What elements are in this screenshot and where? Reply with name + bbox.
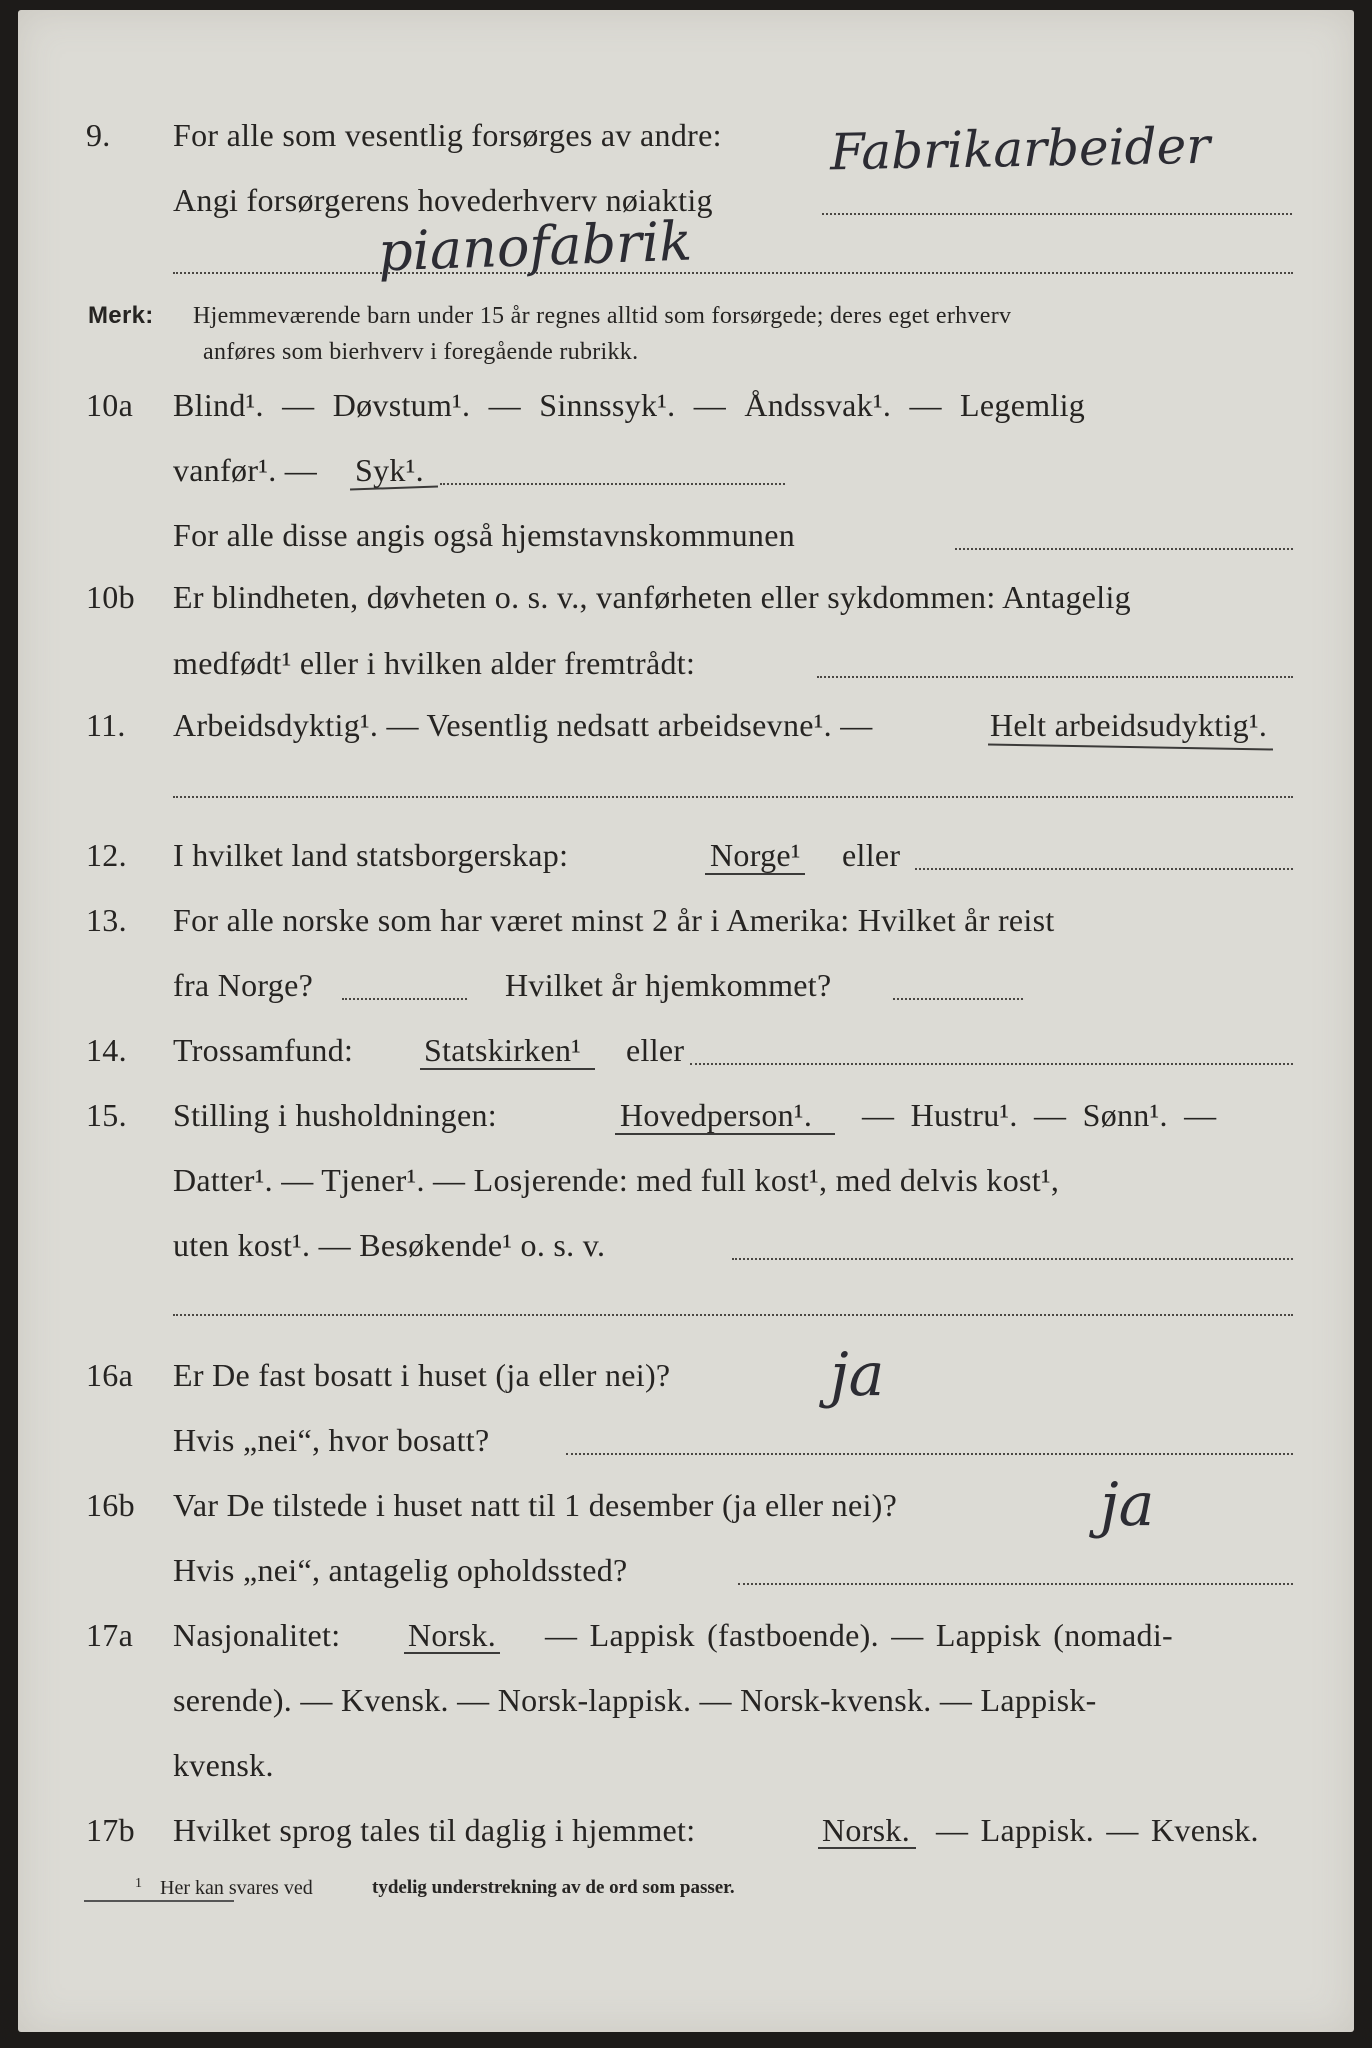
q10b-text: Er blindheten, døvheten o. s. v., vanførheten eller sykdommen: Antagelig <box>173 579 1131 615</box>
q13-year-left-line <box>342 998 467 1000</box>
q13-text: For alle norske som har været minst 2 år i Amerika: Hvilket år reist <box>173 902 1055 938</box>
q17a-text-2: serende). — Kvensk. — Norsk-lappisk. — Norsk-kvensk. — Lappisk- <box>173 1682 1097 1718</box>
q9-text-2: Angi forsørgerens hovederhverv nøiaktig <box>173 182 713 218</box>
q15-text-2: Datter¹. — Tjener¹. — Losjerende: med full kost¹, med delvis kost¹, <box>173 1162 1060 1198</box>
q13-text-2a: fra Norge? <box>173 967 314 1003</box>
q16b-text: Var De tilstede i huset natt til 1 desember (ja eller nei)? <box>173 1487 898 1523</box>
q16a-line2 <box>0 1415 1372 1465</box>
q10a-text: Blind¹. — Døvstum¹. — Sinnssyk¹. — Åndssvak¹. — Legemlig <box>173 387 1086 423</box>
q17b-underline <box>818 1847 916 1849</box>
q12-underline <box>705 873 805 875</box>
q15-text-1c: — Hustru¹. — Sønn¹. — <box>862 1097 1217 1133</box>
q15-underline <box>615 1133 835 1135</box>
q14-line1 <box>0 1025 1372 1075</box>
q15-number: 15. <box>86 1097 127 1133</box>
q16b-answer-line <box>738 1583 1293 1585</box>
q10a-text-2a: vanfør¹. — <box>173 452 318 488</box>
q13-number: 13. <box>86 902 127 938</box>
q14-answer-line <box>690 1063 1293 1065</box>
q15-answer-line <box>732 1258 1293 1260</box>
q10b-line1 <box>0 572 1372 622</box>
q17a-text-1c: — Lappisk (fastboende). — Lappisk (nomadi- <box>545 1617 1174 1653</box>
q12-eller: eller <box>842 837 901 873</box>
q12-answer-line <box>915 868 1293 870</box>
q17a-line2 <box>0 1675 1372 1725</box>
q15-line3 <box>0 1220 1372 1270</box>
q13-text-2b: Hvilket år hjemkommet? <box>505 967 832 1003</box>
q16b-text-2: Hvis „nei“, antagelig opholdssted? <box>173 1552 628 1588</box>
q17a-text: Nasjonalitet: <box>173 1617 341 1653</box>
q10b-answer-line <box>817 676 1293 678</box>
q10a-line1 <box>0 380 1372 430</box>
q15-hovedperson: Hovedperson¹. <box>620 1097 813 1133</box>
q9-answer-line <box>822 213 1292 215</box>
q12-line1 <box>0 830 1372 880</box>
q10a-syk: Syk¹. <box>355 452 424 488</box>
merk-text-2: anføres som bierhverv i foregående rubrikk. <box>203 339 639 365</box>
q16a-answer-line <box>566 1453 1293 1455</box>
q10a-hometown-line <box>955 548 1293 550</box>
q14-text: Trossamfund: <box>173 1032 354 1068</box>
q16b-number: 16b <box>86 1487 135 1523</box>
q12-number: 12. <box>86 837 127 873</box>
q16b-line1 <box>0 1480 1372 1530</box>
footnote-text-a: Her kan svares ved <box>160 1877 313 1899</box>
q10b-text-2: medfødt¹ eller i hvilken alder fremtrådt: <box>173 645 696 681</box>
q17b-norsk: Norsk. <box>822 1812 911 1848</box>
q16a-number: 16a <box>86 1357 134 1393</box>
q17a-underline <box>404 1652 500 1654</box>
q17b-text: Hvilket sprog tales til daglig i hjemmet: <box>173 1812 696 1848</box>
q11-answer-line <box>173 796 1293 798</box>
q17a-text-3: kvensk. <box>173 1747 274 1783</box>
q10a-line3 <box>0 510 1372 560</box>
q11-text: Arbeidsdyktig¹. — Vesentlig nedsatt arbeidsevne¹. — <box>173 707 873 743</box>
q11-answer-text: Helt arbeidsudyktig¹. <box>990 707 1268 743</box>
q17b-number: 17b <box>86 1812 135 1848</box>
footnote-rule <box>84 1900 234 1902</box>
q10a-number: 10a <box>86 387 134 423</box>
merk-label: Merk: <box>88 302 154 329</box>
q13-line1 <box>0 895 1372 945</box>
q10a-line2 <box>0 445 1372 495</box>
q17a-norsk: Norsk. <box>408 1617 497 1653</box>
q10b-line2 <box>0 638 1372 688</box>
q9-number: 9. <box>86 117 111 153</box>
q13-year-returned-line <box>893 998 1023 1000</box>
footnote-mark: 1 <box>135 1876 142 1891</box>
q15-answer-line-2 <box>173 1314 1293 1316</box>
q17a-line1 <box>0 1610 1372 1660</box>
q17b-line1 <box>0 1805 1372 1855</box>
q9-handwritten-occupation: Fabrikarbeider <box>829 116 1211 182</box>
q14-statskirken: Statskirken¹ <box>424 1032 582 1068</box>
q9-handwritten-workplace: pianofabrik <box>376 209 693 284</box>
q10a-text-3: For alle disse angis også hjemstavnskommunen <box>173 517 796 553</box>
q11-number: 11. <box>86 707 126 743</box>
q16b-handwritten-answer: ja <box>1100 1470 1155 1540</box>
q12-text: I hvilket land statsborgerskap: <box>173 837 569 873</box>
q11-line1 <box>0 700 1372 750</box>
q13-line2 <box>0 960 1372 1010</box>
q17b-text-1c: — Lappisk. — Kvensk. <box>936 1812 1259 1848</box>
q10a-answer-line <box>440 483 785 485</box>
q14-eller: eller <box>626 1032 685 1068</box>
q15-line2 <box>0 1155 1372 1205</box>
footnote-text-b: tydelig understrekning av de ord som passer. <box>372 1877 735 1898</box>
q16a-text: Er De fast bosatt i huset (ja eller nei)? <box>173 1357 671 1393</box>
q9-answer-line-2 <box>173 272 1293 274</box>
q17a-number: 17a <box>86 1617 134 1653</box>
q16b-line2 <box>0 1545 1372 1595</box>
q12-norge: Norge¹ <box>710 837 801 873</box>
q17a-line3 <box>0 1740 1372 1790</box>
merk-line2 <box>0 324 1372 374</box>
q15-text-3: uten kost¹. — Besøkende¹ o. s. v. <box>173 1227 606 1263</box>
merk-text: Hjemmeværende barn under 15 år regnes alltid som forsørgede; deres eget erhverv <box>193 303 1012 329</box>
q9-text: For alle som vesentlig forsørges av andre: <box>173 117 722 153</box>
q16a-line1 <box>0 1350 1372 1400</box>
q14-underline <box>420 1068 595 1070</box>
q16a-handwritten-answer: ja <box>830 1340 885 1410</box>
q10b-number: 10b <box>86 579 135 615</box>
q16a-text-2: Hvis „nei“, hvor bosatt? <box>173 1422 490 1458</box>
q14-number: 14. <box>86 1032 127 1068</box>
q15-text: Stilling i husholdningen: <box>173 1097 497 1133</box>
